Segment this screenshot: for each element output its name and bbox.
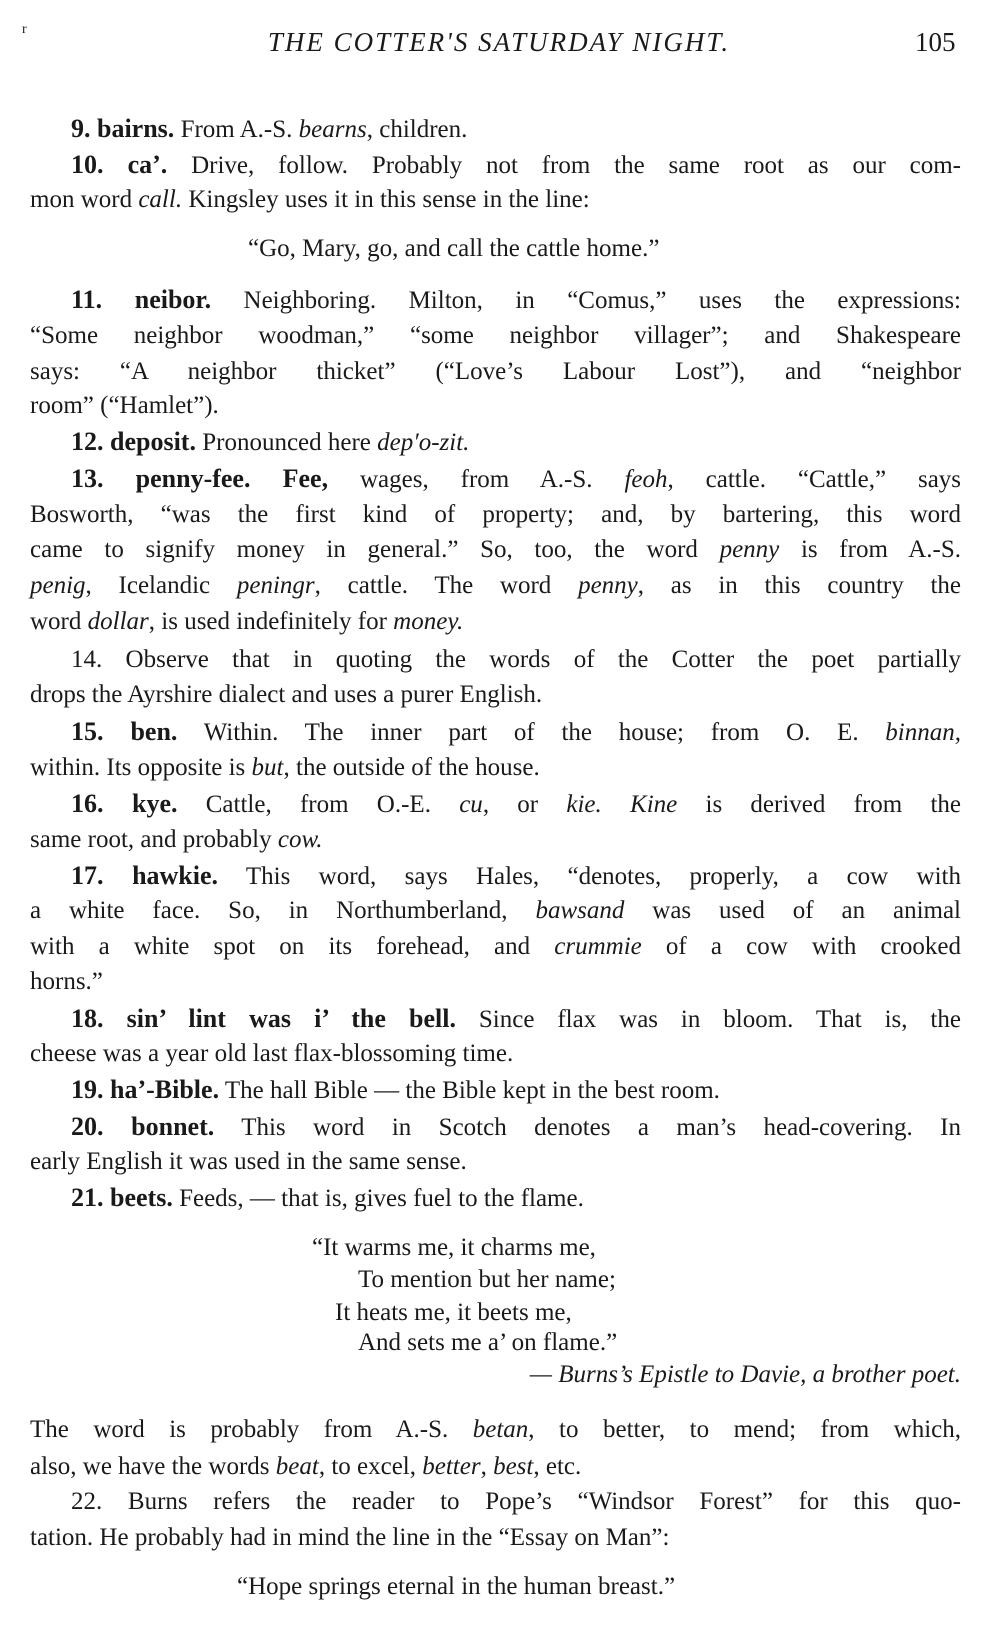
- text-run: Since flax was in bloom. That is, the: [456, 1006, 961, 1033]
- text-line: [30, 859, 961, 893]
- text-run: It heats me, it beets me,: [335, 1299, 572, 1326]
- text-run: horns.”: [30, 968, 103, 995]
- headword: 19. ha’-Bible.: [71, 1075, 220, 1104]
- text-line: [30, 498, 961, 532]
- text-run: early English it was used in the same sense.: [30, 1148, 467, 1175]
- italic-term: bearns: [298, 116, 367, 143]
- text-line: [30, 1037, 961, 1071]
- text-run: wages, from A.-S.: [328, 466, 625, 493]
- text-run: “Go, Mary, go, and call the cattle home.”: [248, 235, 660, 262]
- text-run: 22. Burns refers the reader to Pope’s “Windsor Forest” for this quo-: [71, 1488, 961, 1515]
- text-line: [30, 1181, 961, 1215]
- italic-term: dollar: [87, 608, 149, 635]
- text-run: The word is probably from A.-S.: [30, 1416, 473, 1443]
- text-run: within. Its opposite is: [30, 754, 252, 781]
- text-run: , Icelandic: [85, 572, 237, 599]
- headword: 12. deposit.: [71, 427, 196, 456]
- text-run: of a cow with crooked: [641, 933, 961, 960]
- text-run: , the outside of the house.: [283, 754, 540, 781]
- text-run: Drive, follow. Probably not from the same root as our com-: [167, 152, 961, 179]
- text-run: “It warms me, it charms me,: [312, 1234, 596, 1261]
- text-line: [30, 678, 961, 712]
- text-line: [358, 1326, 617, 1360]
- text-run: cheese was a year old last flax-blossoming time.: [30, 1040, 514, 1067]
- text-line: [335, 1296, 572, 1330]
- text-run: with a white spot on its forehead, and: [30, 933, 555, 960]
- italic-term: — Burns’s Epistle to Davie, a brother poet.: [529, 1361, 961, 1388]
- text-line: [30, 1521, 961, 1555]
- text-line: [30, 1002, 961, 1036]
- text-run: The hall Bible — the Bible kept in the best room.: [219, 1077, 720, 1104]
- italic-term: penig: [30, 572, 86, 599]
- italic-term: better: [422, 1453, 481, 1480]
- text-run: And sets me a’ on flame.”: [358, 1329, 618, 1356]
- text-run: , children.: [366, 116, 468, 143]
- text-run: Pronounced here: [195, 429, 378, 456]
- italic-term: cow.: [277, 826, 323, 853]
- text-line: [30, 355, 961, 389]
- text-line: [30, 823, 961, 857]
- text-run: same root, and probably: [30, 826, 278, 853]
- headword: 13. penny-fee. Fee,: [71, 464, 329, 493]
- text-run: Neighboring. Milton, in “Comus,” uses the expressions:: [211, 287, 961, 314]
- text-run: drops the Ayrshire dialect and uses a purer English.: [30, 681, 543, 708]
- text-run: This word in Scotch denotes a man’s head-covering. In: [214, 1114, 961, 1141]
- text-line: [30, 930, 961, 964]
- text-run: is from A.-S.: [779, 536, 961, 563]
- text-line: [30, 1145, 961, 1179]
- text-run: 14. Observe that in quoting the words of the Cotter the poet partially: [71, 646, 961, 673]
- italic-term: dep′o-zit.: [377, 429, 470, 456]
- text-run: Kingsley uses it in this sense in the line:: [182, 186, 590, 213]
- text-line: [30, 605, 961, 639]
- text-line: [30, 148, 961, 182]
- text-run: room” (“Hamlet”).: [30, 392, 219, 419]
- text-run: This word, says Hales, “denotes, properly, a cow with: [218, 863, 961, 890]
- text-line: [237, 1570, 675, 1604]
- italic-term: best: [493, 1453, 534, 1480]
- text-line: [30, 533, 961, 567]
- text-run: tation. He probably had in mind the line in the “Essay on Man”:: [30, 1524, 670, 1551]
- text-run: “Some neighbor woodman,” “some neighbor villager”; and Shakespeare: [30, 322, 961, 349]
- text-line: [30, 569, 961, 603]
- text-run: , to excel,: [318, 1453, 423, 1480]
- headword: 18. sin’ lint was i’ the bell.: [71, 1004, 456, 1033]
- text-line: [30, 425, 961, 459]
- headword: 16. kye.: [71, 789, 178, 818]
- italic-term: penny: [578, 572, 638, 599]
- italic-term: money.: [393, 608, 464, 635]
- text-run: “Hope springs eternal in the human breast.”: [237, 1573, 676, 1600]
- text-line: [30, 1110, 961, 1144]
- text-run: , etc.: [533, 1453, 582, 1480]
- text-line: [30, 1485, 961, 1519]
- text-line: [30, 787, 961, 821]
- text-run: was used of an animal: [624, 897, 962, 924]
- italic-term: crummie: [554, 933, 642, 960]
- text-line: [30, 643, 961, 677]
- italic-term: bawsand: [535, 897, 625, 924]
- text-run: , cattle. “Cattle,” says: [667, 466, 962, 493]
- text-run: a white face. So, in Northumberland,: [30, 897, 536, 924]
- text-line: [30, 389, 961, 423]
- italic-term: peningr: [236, 572, 315, 599]
- text-line: [312, 1231, 596, 1265]
- text-run: , to better, to mend; from which,: [528, 1416, 961, 1443]
- italic-term: beat: [275, 1453, 319, 1480]
- text-run: , cattle. The word: [314, 572, 579, 599]
- text-line: [30, 183, 961, 217]
- italic-term: binnan,: [885, 719, 961, 746]
- text-line: [30, 319, 961, 353]
- text-run: word: [30, 608, 88, 635]
- headword: 20. bonnet.: [71, 1112, 215, 1141]
- text-run: also, we have the words: [30, 1453, 276, 1480]
- headword: 11. neibor.: [71, 285, 212, 314]
- text-run: , as in this country the: [637, 572, 962, 599]
- text-run: From A.-S.: [174, 116, 299, 143]
- text-run: ,: [480, 1453, 494, 1480]
- text-run: , or: [482, 791, 567, 818]
- text-run: Feeds, — that is, gives fuel to the flame.: [172, 1185, 584, 1212]
- italic-term: cu: [459, 791, 483, 818]
- text-run: Cattle, from O.-E.: [177, 791, 460, 818]
- text-line: [30, 283, 961, 317]
- text-run: is derived from the: [677, 791, 962, 818]
- text-run: came to signify money in general.” So, too, the word: [30, 536, 720, 563]
- headword: 21. beets.: [71, 1183, 173, 1212]
- headword: 9. bairns.: [71, 114, 175, 143]
- text-line: [30, 965, 961, 999]
- text-run: says: “A neighbor thicket” (“Love’s Labour Lost”), and “neighbor: [30, 358, 961, 385]
- italic-term: call.: [138, 186, 183, 213]
- headword: 17. hawkie.: [71, 861, 219, 890]
- italic-term: penny: [719, 536, 780, 563]
- text-run: Bosworth, “was the first kind of property; and, by bartering, this word: [30, 501, 961, 528]
- headword: 15. ben.: [71, 717, 178, 746]
- italic-term: kie. Kine: [566, 791, 678, 818]
- text-line: [30, 894, 961, 928]
- text-line: [30, 1073, 961, 1107]
- corner-mark: r: [22, 22, 27, 37]
- text-line: [30, 112, 961, 146]
- text-line: [30, 715, 961, 749]
- text-run: Within. The inner part of the house; from O. E.: [177, 719, 886, 746]
- headword: 10. ca’.: [71, 150, 168, 179]
- text-line: [358, 1263, 616, 1297]
- text-run: , is used indefinitely for: [148, 608, 394, 635]
- italic-term: feoh: [624, 466, 668, 493]
- text-line: [30, 751, 961, 785]
- italic-term: betan: [472, 1416, 529, 1443]
- running-header: THE COTTER'S SATURDAY NIGHT.: [267, 27, 731, 57]
- text-run: mon word: [30, 186, 139, 213]
- text-line: [30, 462, 961, 496]
- text-line: [30, 1450, 961, 1484]
- text-line: [30, 1413, 961, 1447]
- italic-term: but: [251, 754, 284, 781]
- text-line: [248, 232, 659, 266]
- page-number: 105: [915, 27, 956, 57]
- text-run: To mention but her name;: [358, 1266, 616, 1293]
- text-line: [30, 1358, 961, 1392]
